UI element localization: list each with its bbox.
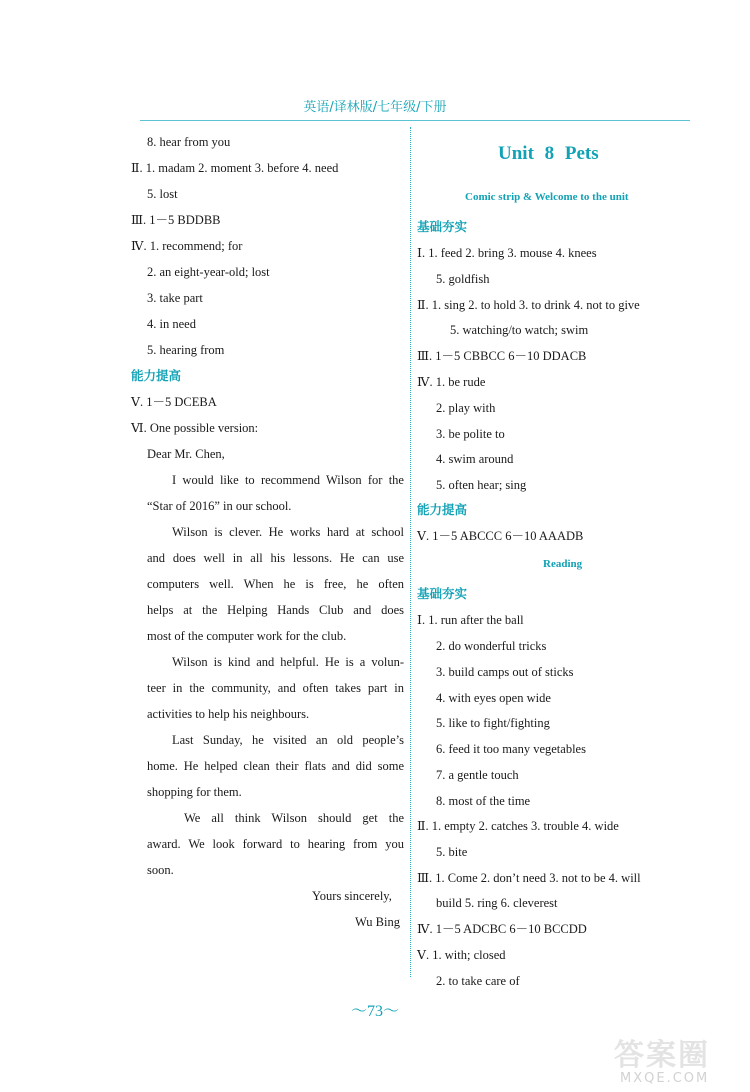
answer-line: Ⅳ. 1. be rude	[417, 375, 486, 389]
letter-line: activities to help his neighbours.	[147, 707, 310, 721]
letter-line: We all think Wilson should get the	[184, 811, 404, 825]
answer-line: Ⅳ. 1－5 ADCBC 6－10 BCCDD	[417, 922, 587, 936]
answer-line: 8. hear from you	[147, 135, 231, 149]
answer-line: Ⅰ. 1. run after the ball	[417, 613, 524, 627]
answer-line: Ⅱ. 1. sing 2. to hold 3. to drink 4. not to give	[417, 298, 640, 312]
answer-line: Ⅲ. 1. Come 2. don’t need 3. not to be 4. will	[417, 871, 641, 885]
letter-line: soon.	[147, 863, 174, 877]
section-label-jichu: 基础夯实	[417, 586, 468, 601]
letter-line: and does well in all his lessons. He can use	[147, 551, 404, 565]
letter-salutation: Dear Mr. Chen,	[147, 447, 225, 461]
letter-line: “Star of 2016” in our school.	[147, 499, 292, 513]
watermark-url: MXQE.COM	[620, 1071, 710, 1086]
answer-line: Ⅵ. One possible version:	[131, 421, 259, 435]
letter-line: teer in the community, and often takes part in	[147, 681, 404, 695]
section-label-nengli: 能力提高	[131, 368, 182, 383]
answer-line: 5. watching/to watch; swim	[450, 323, 589, 337]
answer-line: 4. with eyes open wide	[436, 691, 551, 705]
section-label-jichu: 基础夯实	[417, 219, 468, 234]
answer-line: 5. like to fight/fighting	[436, 716, 550, 730]
answer-line: 5. lost	[147, 187, 178, 201]
answer-line: Ⅳ. 1. recommend; for	[131, 239, 243, 253]
subheading-comic-strip: Comic strip & Welcome to the unit	[465, 191, 629, 203]
answer-line: 4. in need	[147, 317, 196, 331]
answer-line: Ⅲ. 1－5 CBBCC 6－10 DDACB	[417, 349, 587, 363]
header-divider	[140, 120, 690, 121]
letter-signature: Wu Bing	[355, 915, 400, 929]
letter-line: computers well. When he is free, he often	[147, 577, 404, 591]
letter-line: shopping for them.	[147, 785, 242, 799]
site-watermark	[610, 1030, 745, 1090]
answer-line: 4. swim around	[436, 452, 514, 466]
answer-line: 7. a gentle touch	[436, 768, 519, 782]
letter-line: Wilson is clever. He works hard at school	[172, 525, 404, 539]
letter-line: award. We look forward to hearing from you	[147, 837, 404, 851]
answer-line: 2. an eight-year-old; lost	[147, 265, 270, 279]
answer-line: 2. play with	[436, 401, 496, 415]
answer-line: 8. most of the time	[436, 794, 531, 808]
letter-closing: Yours sincerely,	[312, 889, 392, 903]
answer-line: Ⅲ. 1－5 BDDBB	[131, 213, 221, 227]
subheading-reading: Reading	[543, 558, 583, 570]
answer-line: 6. feed it too many vegetables	[436, 742, 586, 756]
answer-line: Ⅴ. 1－5 DCEBA	[131, 395, 217, 409]
answer-line: 5. hearing from	[147, 343, 225, 357]
letter-line: Last Sunday, he visited an old people’s	[172, 733, 404, 747]
answer-line: 2. do wonderful tricks	[436, 639, 547, 653]
column-divider	[410, 127, 411, 977]
letter-line: I would like to recommend Wilson for the	[172, 473, 404, 487]
watermark-logo-text: 答案圈	[614, 1038, 710, 1073]
letter-line: Wilson is kind and helpful. He is a volun-	[172, 655, 404, 669]
answer-line: 3. take part	[147, 291, 203, 305]
running-header: 英语/译林版/七年级/下册	[303, 100, 447, 115]
page-number: ～73～	[350, 1003, 399, 1020]
answer-line: 5. often hear; sing	[436, 478, 527, 492]
answer-line: 5. goldfish	[436, 272, 490, 286]
answer-line: Ⅰ. 1. feed 2. bring 3. mouse 4. knees	[417, 246, 597, 260]
answer-line: Ⅱ. 1. empty 2. catches 3. trouble 4. wide	[417, 819, 619, 833]
answer-line: 3. be polite to	[436, 427, 505, 441]
answer-line: 3. build camps out of sticks	[436, 665, 574, 679]
letter-line: most of the computer work for the club.	[147, 629, 347, 643]
answer-line: 5. bite	[436, 845, 468, 859]
letter-line: helps at the Helping Hands Club and does	[147, 603, 404, 617]
answer-line: 2. to take care of	[436, 974, 520, 988]
answer-line: Ⅱ. 1. madam 2. moment 3. before 4. need	[131, 161, 339, 175]
answer-line: Ⅴ. 1－5 ABCCC 6－10 AAADB	[417, 529, 584, 543]
section-label-nengli: 能力提高	[417, 502, 468, 517]
answer-line: build 5. ring 6. cleverest	[436, 896, 558, 910]
letter-line: home. He helped clean their flats and did some	[147, 759, 404, 773]
unit-title: Unit 8 Pets	[498, 143, 599, 164]
answer-line: Ⅴ. 1. with; closed	[417, 948, 506, 962]
